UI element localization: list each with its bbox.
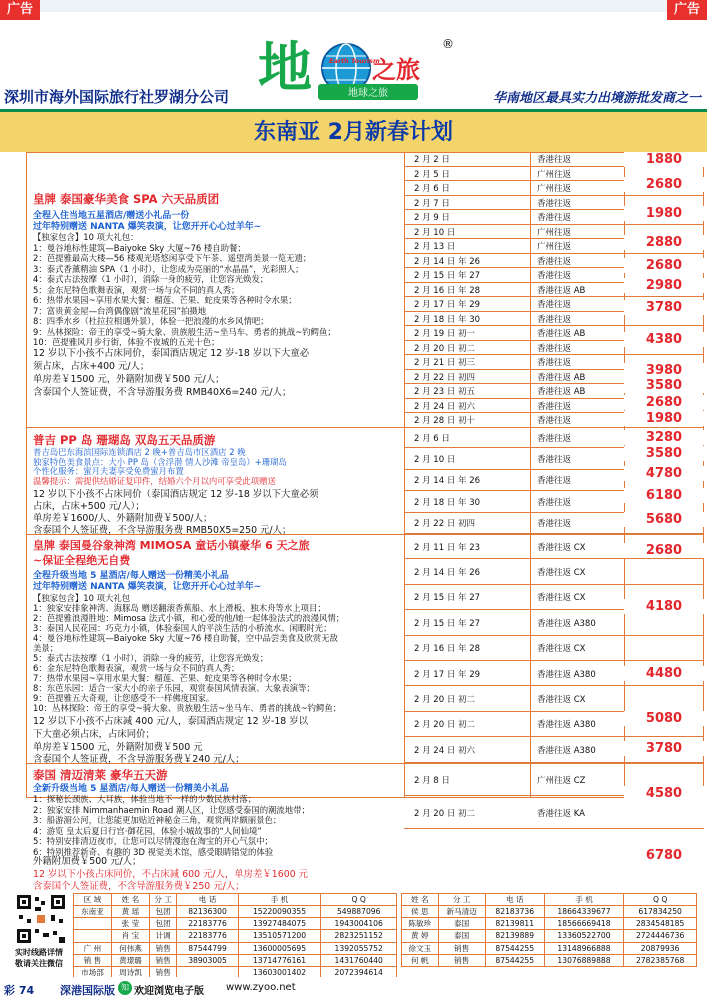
section-highlight: 全新升级当地 5 星酒店/每人赠送一份精美小礼品 — [33, 784, 229, 794]
route: 香港往返 AB — [537, 387, 586, 398]
route: 香港往返 CX — [537, 568, 586, 579]
contact-cell: 计调 — [149, 930, 176, 942]
route: 香港往返 — [537, 455, 572, 466]
contact-cell: 20879936 — [624, 942, 697, 954]
earth-tourism-logo — [228, 30, 468, 102]
contact-cell: 2782385768 — [624, 954, 697, 966]
section-title: ~保证全程绝无自费 — [33, 554, 131, 567]
contact-header: 电 话 — [177, 894, 238, 906]
detail-line: 温馨提示：需提供结婚证复印件，结婚六个月以内可享受此项赠送 — [33, 475, 276, 486]
route: 香港往返 A380 — [537, 720, 596, 731]
contact-table-right — [401, 893, 697, 967]
detail-line: 8：四季水乡（杜拉拉相遇外景），体验一把浪漫的水乡风情吧； — [33, 316, 269, 326]
contact-cell — [74, 930, 112, 942]
departure-date: 2 月 2 日 — [414, 155, 450, 166]
route: 香港往返 A380 — [537, 745, 596, 756]
route: 香港往返 — [537, 416, 572, 427]
departure-date: 2 月 15 日 年 27 — [414, 618, 481, 629]
contact-cell: 82139889 — [485, 930, 544, 942]
contact-row — [74, 930, 397, 942]
contact-cell: 13603001402 — [238, 966, 321, 978]
contact-cell: 销售 — [149, 966, 176, 978]
contact-header: Q Q — [624, 894, 697, 906]
detail-line: 3：船游湄公河，让您能更加贴近神秘金三角，观赏两岸颇丽景色； — [33, 815, 282, 825]
footer-text: 欢迎浏览电子版 — [134, 986, 204, 997]
detail-line: 【独家包含】10 项大礼包 — [33, 593, 131, 603]
departure-date: 2 月 28 日 初十 — [414, 416, 476, 427]
departure-date: 2 月 20 日 初二 — [414, 808, 476, 819]
schedule-row — [404, 686, 704, 711]
contact-row — [74, 942, 397, 954]
departure-date: 2 月 20 日 初二 — [414, 720, 476, 731]
price-value: 6180 — [624, 488, 704, 503]
contact-cell: 13360522700 — [544, 930, 624, 942]
logo-char: 地 — [258, 36, 312, 99]
contact-cell: 18566669418 — [544, 918, 624, 930]
route: 香港往返 CX — [537, 695, 586, 706]
price-value: 3580 — [624, 378, 704, 393]
contact-cell: 肖 宝 — [111, 930, 149, 942]
top-strip — [0, 0, 707, 12]
contact-cell: 销售 — [438, 942, 485, 954]
route: 香港往返 — [537, 256, 572, 267]
contact-header: Q Q — [321, 894, 397, 906]
departure-date: 2 月 6 日 — [414, 433, 450, 444]
company-name: 深圳市海外国际旅行社罗湖分公司 — [4, 88, 230, 106]
edition-name: 深港国际版 — [60, 984, 115, 997]
policy-text: 单房差￥1500 元，外籍附加费￥500 元 — [33, 742, 203, 753]
departure-date: 2 月 14 日 年 26 — [414, 256, 481, 267]
departure-date: 2 月 22 日 初四 — [414, 372, 476, 383]
route: 香港往返 — [537, 314, 572, 325]
departure-date: 2 月 15 日 年 27 — [414, 593, 481, 604]
slogan: 华南地区最具实力出境游批发商之一 — [492, 91, 701, 106]
policy-text: 含泰国个人签证费，不含导游服务费￥240 元/人； — [33, 754, 245, 765]
contact-cell: 陈敏珍 — [402, 918, 439, 930]
contact-cell: 2724446736 — [624, 930, 697, 942]
route: 香港往返 — [537, 401, 572, 412]
contact-header: 电 话 — [485, 894, 544, 906]
contact-cell: 13510571200 — [238, 930, 321, 942]
price-value: 2680 — [624, 543, 704, 558]
contact-cell: 22183776 — [177, 918, 238, 930]
contact-cell: 82136300 — [177, 906, 238, 918]
contact-cell: 广 州 — [74, 942, 112, 954]
route: 香港往返 — [537, 213, 572, 224]
section-highlight: 全程升级当地 5 星酒店/每人赠送一份精美小礼品 — [33, 571, 229, 581]
ad-label-left: 广告 — [0, 0, 40, 20]
contact-cell: 13927484075 — [238, 918, 321, 930]
contact-cell: 包团 — [149, 906, 176, 918]
contact-header: 手 机 — [544, 894, 624, 906]
detail-line: 6：金东尼特色歌舞表演，观赏一场与众不同的真人秀； — [33, 663, 240, 673]
contact-cell: 13714776161 — [238, 954, 321, 966]
departure-date: 2 月 9 日 — [414, 213, 450, 224]
departure-date: 2 月 17 日 年 29 — [414, 669, 481, 680]
policy-text: 外籍附加费￥500 元/人； — [33, 856, 142, 867]
detail-line: 1：探秘长颈族、大耳族，体验当地不一样的少数民族村落； — [33, 794, 257, 804]
detail-line: 9：芭提雅五大奇观，让您感受不一样佛度国家。 — [33, 693, 215, 703]
contact-row — [402, 906, 697, 918]
detail-line: 6：热带水果园~享用水果大餐：榴莲、芒果、蛇皮果等各种时令水果； — [33, 295, 297, 305]
departure-date: 2 月 10 日 — [414, 455, 456, 466]
departure-date: 2 月 24 日 初六 — [414, 745, 476, 756]
contact-cell — [74, 918, 112, 930]
brand-badge-icon: 知 — [118, 981, 132, 995]
price-value: 4580 — [624, 786, 704, 801]
contact-header: 分 工 — [438, 894, 485, 906]
detail-line: 4：曼谷地标性建筑—Baiyoke Sky 大厦~76 楼自助餐，空中品尝美食及欣赏无敌 — [33, 633, 338, 643]
contact-row — [402, 918, 697, 930]
contact-cell: 87544799 — [177, 942, 238, 954]
price-value: 1880 — [624, 152, 704, 167]
contact-cell: 市场部 — [74, 966, 112, 978]
contact-cell: 87544255 — [485, 942, 544, 954]
contact-header: 区 域 — [74, 894, 112, 906]
detail-line: 5：泰式古法按摩（1 小时），消除一身的疲劳，让您容光焕发； — [33, 653, 269, 663]
contact-cell: 1943004106 — [321, 918, 397, 930]
policy-text: 12 岁以下小孩占床同价，不占床减 600 元/人，单房差￥1600 元 — [33, 869, 309, 880]
detail-line: 独家特色美食景点：大小 PP 岛（含浮潜 情人沙滩 帝皇岛）+珊瑚岛 — [33, 456, 287, 467]
contact-row — [402, 942, 697, 954]
contact-header: 手 机 — [238, 894, 321, 906]
contact-cell: 2072394614 — [321, 966, 397, 978]
policy-text: 下大童必须占床，占床同价； — [33, 729, 155, 740]
contact-cell: 侯 思 — [402, 906, 439, 918]
contact-cell: 87544255 — [485, 954, 544, 966]
contact-cell: 黄璟璐 — [111, 954, 149, 966]
detail-line: 8：东芭乐园：适合一家大小的亲子乐园，观赏泰国风情表演、大象表演等； — [33, 683, 315, 693]
policy-text: 须占床，占床+400 元/人； — [33, 361, 150, 372]
section-title: 皇牌 泰国豪华美食 SPA 六天品质团 — [33, 192, 220, 206]
departure-date: 2 月 23 日 初五 — [414, 387, 476, 398]
price-value: 3780 — [624, 300, 704, 315]
detail-line: 1：曼谷地标性建筑—Baiyoke Sky 大厦~76 楼自助餐； — [33, 242, 246, 253]
route: 广州往返 — [537, 242, 572, 253]
contact-cell: 13076889888 — [544, 954, 624, 966]
contact-cell: 何 帆 — [402, 954, 439, 966]
contact-cell: 18664339677 — [544, 906, 624, 918]
price-value: 1980 — [624, 411, 704, 426]
route: 香港往返 — [537, 300, 572, 311]
price-value: 2980 — [624, 278, 704, 293]
route: 香港往返 AB — [537, 285, 586, 296]
contact-header: 分 工 — [149, 894, 176, 906]
section-highlight: 过年特别赠送 NANTA 爆笑表演，让您开开心心过羊年~ — [33, 582, 262, 592]
contact-cell: 周诗凯 — [111, 966, 149, 978]
detail-line: 2：芭提雅浪漫胜地：Mimosa 法式小镇，和心爱的他/她一起体验法式的浪漫风情； — [33, 613, 345, 623]
price-value: 4180 — [624, 599, 704, 614]
route: 香港往返 CX — [537, 542, 586, 553]
price-value: 4380 — [624, 332, 704, 347]
route: 香港往返 — [537, 497, 572, 508]
contact-cell: 包团 — [149, 918, 176, 930]
departure-date: 2 月 15 日 年 27 — [414, 271, 481, 282]
price-value: 2680 — [624, 177, 704, 192]
departure-date: 2 月 16 日 年 28 — [414, 285, 481, 296]
route: 广州往返 — [537, 184, 572, 195]
logo-en: Earth Tourism — [329, 57, 380, 65]
contact-cell: 销售 — [149, 954, 176, 966]
logo-cn: 地球之旅 — [348, 88, 388, 99]
contact-cell: 销售 — [438, 954, 485, 966]
route: 香港往返 AB — [537, 372, 586, 383]
contact-row — [74, 918, 397, 930]
detail-line: 10：丛林探险：帝王的享受~骑大象、贵族般生活~坐马车、勇者的挑战~钓鳄鱼； — [33, 703, 342, 713]
departure-date: 2 月 17 日 年 29 — [414, 300, 481, 311]
departure-date: 2 月 16 日 年 28 — [414, 644, 481, 655]
policy-text: 12 岁以下小孩不占床减 400 元/人，泰国酒店规定 12 岁-18 岁以 — [33, 716, 308, 727]
contact-row — [74, 954, 397, 966]
departure-date: 2 月 24 日 初六 — [414, 401, 476, 412]
schedule-row — [404, 636, 704, 661]
departure-date: 2 月 5 日 — [414, 169, 450, 180]
contact-cell: 销 售 — [74, 954, 112, 966]
policy-text: 占床，占床+500 元/人）； — [33, 501, 145, 512]
contact-cell: 1431760440 — [321, 954, 397, 966]
contact-row — [402, 930, 697, 942]
schedule-row — [404, 559, 704, 584]
policy-text: 单房差￥1600/人、外籍附加费￥500/人； — [33, 513, 213, 524]
contact-cell: 新马清迈 — [438, 906, 485, 918]
departure-date: 2 月 18 日 年 30 — [414, 497, 481, 508]
ad-label-right: 广告 — [667, 0, 707, 20]
detail-line: 2：芭提雅最高大楼—56 楼观光塔悠闲享受下午茶、遥望湾美景一览无遗； — [33, 253, 312, 263]
contact-cell: 黄 瑶 — [111, 906, 149, 918]
contact-cell: 张 莹 — [111, 918, 149, 930]
price-value: 3980 — [624, 363, 704, 378]
route: 香港往返 CX — [537, 593, 586, 604]
qr-caption: 敬请关注微信 — [15, 959, 63, 968]
section-title: 泰国 清迈清莱 豪华五天游 — [33, 768, 168, 782]
contact-cell: 549887096 — [321, 906, 397, 918]
footer — [0, 977, 707, 1000]
detail-line: 5：金东尼特色歌舞表演，观赏一场与众不同的真人秀； — [33, 284, 240, 295]
contact-cell: 22183776 — [177, 930, 238, 942]
price-value: 1980 — [624, 206, 704, 221]
route: 香港往返 — [537, 358, 572, 369]
detail-line: 4：游览 皇太后夏日行宫·御花园，体验小城故事的“人间仙境” — [33, 825, 262, 836]
contact-cell: 泰国 — [438, 930, 485, 942]
detail-line: 1：独家安排象神湾、海豚岛 赠送翻滚香蕉船、水上滑板、独木舟等水上项目； — [33, 603, 326, 613]
detail-line: 4：泰式古法按摩（1 小时），消除一身的疲劳，让您容光焕发； — [33, 274, 269, 284]
contact-cell: 617834250 — [624, 906, 697, 918]
detail-line: 7：热带水果园~享用水果大餐：榴莲、芒果、蛇皮果等各种时令水果； — [33, 673, 297, 683]
price-value: 6780 — [624, 848, 704, 863]
detail-line: 7：富贵黄金屋—台湾偶像剧“流星花园”拍摄地 — [33, 305, 207, 316]
route: 广州往返 — [537, 227, 572, 238]
contact-cell: 2823251152 — [321, 930, 397, 942]
detail-line: 3：泰式香薰精油 SPA（1 小时），让您成为亮丽的“水晶晶”，光彩照人； — [33, 263, 304, 274]
contact-cell: 销售 — [149, 942, 176, 954]
contact-cell: 东南亚 — [74, 906, 112, 918]
departure-date: 2 月 11 日 年 23 — [414, 542, 481, 553]
detail-line: 10：芭提雅风月步行街，体验不夜城的五光十色； — [33, 337, 220, 347]
page-number: 彩 74 — [4, 984, 35, 997]
detail-line: 2：独家安排 Nimmanhaemin Road 潮人区，让您感受泰国的潮流地带； — [33, 804, 310, 815]
section-highlight: 过年特别赠送 NANTA 爆笑表演，让您开开心心过羊年~ — [33, 222, 262, 232]
route: 香港往返 A380 — [537, 618, 596, 629]
contact-cell: 38903005 — [177, 954, 238, 966]
departure-date: 2 月 14 日 年 26 — [414, 568, 481, 579]
section-highlight: 全程入住当地五星酒店/赠送小礼品一份 — [33, 211, 190, 221]
route: 香港往返 A380 — [537, 669, 596, 680]
price-value: 5680 — [624, 512, 704, 527]
contact-cell: 82139811 — [485, 918, 544, 930]
price-value: 4780 — [624, 466, 704, 481]
departure-date: 2 月 8 日 — [414, 775, 450, 786]
contact-cell: 徐文玉 — [402, 942, 439, 954]
departure-date: 2 月 22 日 初四 — [414, 519, 476, 530]
price-value: 3780 — [624, 741, 704, 756]
departure-date: 2 月 20 日 初二 — [414, 695, 476, 706]
section-title: 皇牌 泰国曼谷象神湾 MIMOSA 童话小镇豪华 6 天之旅 — [33, 539, 310, 552]
detail-line: 5：特别安排清迈夜市，让您可以尽情漫泡在淘宝的开心气氛中； — [33, 836, 273, 846]
policy-text: 含泰国个人签证费，不含导游服务费 RMB40X6=240 元/人； — [33, 387, 292, 398]
contact-header: 姓 名 — [111, 894, 149, 906]
contact-cell: 泰国 — [438, 918, 485, 930]
policy-text: 含泰国个人签证费，不含导游服务费 RMB50X5=250 元/人； — [33, 525, 292, 536]
route: 香港往返 — [537, 343, 572, 354]
route: 香港往返 — [537, 476, 572, 487]
qr-caption: 实时线路详情 — [15, 948, 63, 957]
contact-cell: 1392055752 — [321, 942, 397, 954]
route: 广州往返 CZ — [537, 775, 586, 786]
logo-reg: ® — [442, 37, 454, 51]
contact-cell: 82183736 — [485, 906, 544, 918]
route: 香港往返 — [537, 271, 572, 282]
detail-line: 3：泰国人民花园：巧克力小镇，体验泰国人的平淡生活的小桥流水、闲暇时光； — [33, 623, 332, 633]
price-value: 2880 — [624, 235, 704, 250]
route: 香港往返 — [537, 155, 572, 166]
departure-date: 2 月 7 日 — [414, 198, 450, 209]
contact-table-left — [73, 893, 397, 979]
page-title: 东南亚 2月新春计划 — [254, 120, 453, 145]
departure-date: 2 月 20 日 初二 — [414, 343, 476, 354]
contact-cell: 15220090355 — [238, 906, 321, 918]
detail-line: 9：丛林探险：帝王的享受~骑大象、贵族般生活~坐马车、勇者的挑战~钓鳄鱼； — [33, 326, 336, 337]
policy-text: 12 岁以下小孩不占床同价（泰国酒店规定 12 岁-18 岁以下大童必须 — [33, 489, 319, 500]
contact-cell: 黄 婷 — [402, 930, 439, 942]
contact-row — [402, 954, 697, 966]
price-value: 3580 — [624, 446, 704, 461]
route: 香港往返 KA — [537, 808, 585, 819]
contact-section — [0, 867, 707, 978]
section-title: 普吉 PP 岛 珊瑚岛 双岛五天品质游 — [33, 433, 216, 447]
detail-line: 普吉岛巴东海滨国际连锁酒店 2 晚+普吉岛市区酒店 2 晚 — [33, 447, 246, 457]
contact-row — [74, 906, 397, 918]
footer-url[interactable]: www.zyoo.net — [226, 982, 296, 993]
departure-date: 2 月 13 日 — [414, 242, 456, 253]
policy-text: 单房差￥1500 元，外籍附加费￥500 元/人； — [33, 374, 225, 385]
contact-cell: 2834548185 — [624, 918, 697, 930]
route: 香港往返 — [537, 198, 572, 209]
contact-cell: 13148966888 — [544, 942, 624, 954]
route: 香港往返 AB — [537, 329, 586, 340]
contact-cell: 何伟燕 — [111, 942, 149, 954]
departure-date: 2 月 18 日 年 30 — [414, 314, 481, 325]
departure-date: 2 月 10 日 — [414, 227, 456, 238]
departure-date: 2 月 14 日 年 26 — [414, 476, 481, 487]
departure-date: 2 月 6 日 — [414, 184, 450, 195]
contact-header: 姓 名 — [402, 894, 439, 906]
departure-date: 2 月 19 日 初一 — [414, 329, 476, 340]
departure-date: 2 月 21 日 初三 — [414, 358, 476, 369]
route: 香港往返 — [537, 433, 572, 444]
detail-line: 【独家包含】10 项大礼包： — [33, 232, 139, 242]
detail-line: 个性化服务：蜜月夫妻享受免费蜜月布置 — [33, 466, 184, 476]
price-value: 2680 — [624, 395, 704, 410]
policy-text: 含泰国个人签证费，不含导游服务费￥250 元/人； — [33, 881, 245, 892]
price-value: 3280 — [624, 430, 704, 445]
detail-line: 6：特别推荐新奇、有趣的 3D 视觉美术馆，感受眼睛错觉的体验 — [33, 846, 274, 857]
price-value: 4480 — [624, 666, 704, 681]
detail-line: 美景； — [33, 643, 59, 653]
price-value: 2680 — [624, 258, 704, 273]
contact-cell: 13600005695 — [238, 942, 321, 954]
route: 香港往返 — [537, 519, 572, 530]
route: 香港往返 CX — [537, 644, 586, 655]
policy-text: 12 岁以下小孩不占床同价，泰国酒店规定 12 岁-18 岁以下大童必 — [33, 348, 310, 359]
price-value: 5080 — [624, 711, 704, 726]
route: 广州往返 — [537, 169, 572, 180]
logo-sub: 之旅 — [372, 55, 420, 84]
